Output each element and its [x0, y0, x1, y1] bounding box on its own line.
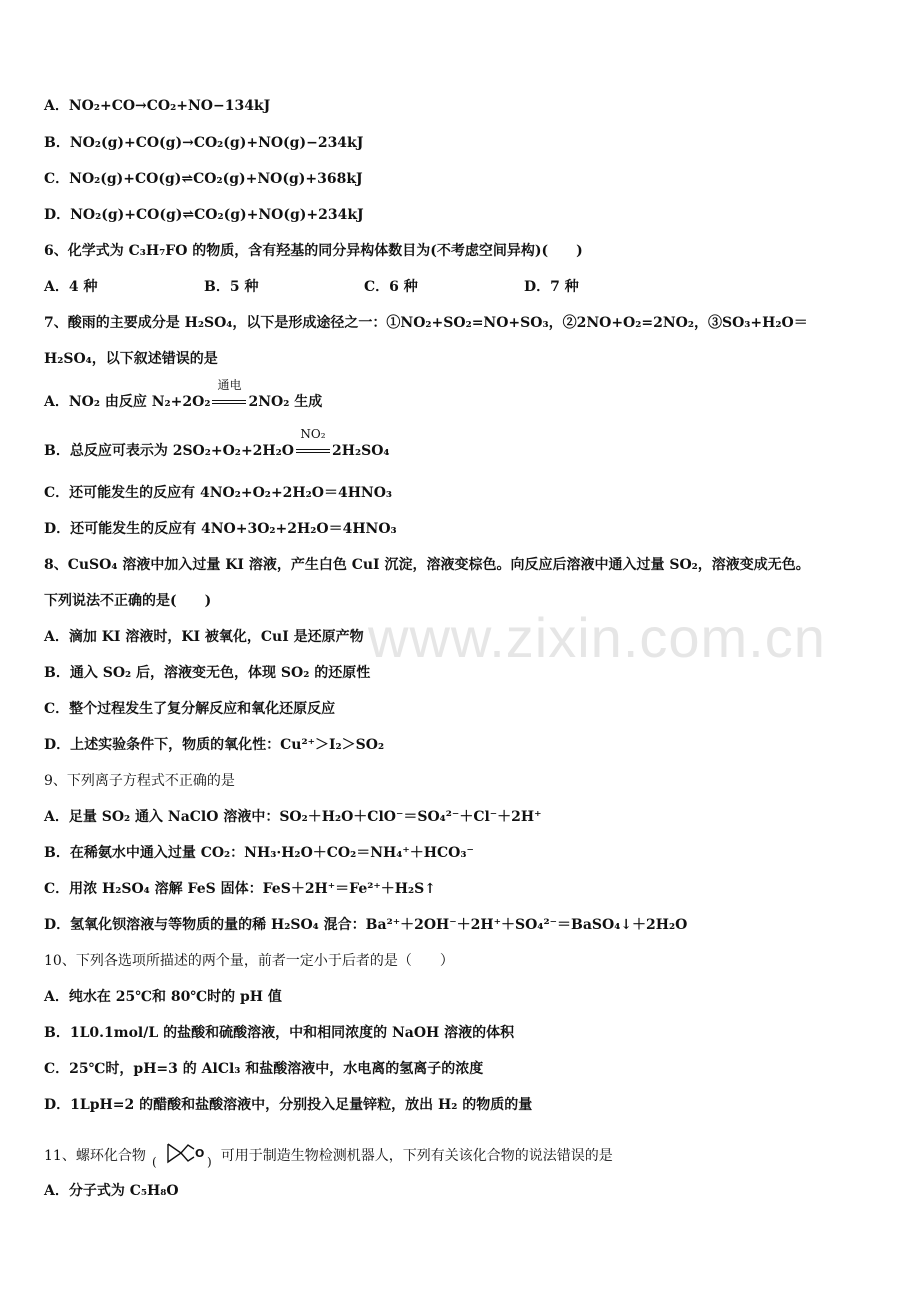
q7-option-a-post: 2NO₂ 生成 [248, 394, 323, 410]
q10-option-a: A．纯水在 25℃和 80℃时的 pH 值 [44, 989, 282, 1005]
svg-text:(: ( [152, 1155, 157, 1168]
q10-option-d: D．1LpH=2 的醋酸和盐酸溶液中，分别投入足量锌粒，放出 H₂ 的物质的量 [44, 1097, 533, 1113]
q8-option-d: D．上述实验条件下，物质的氧化性：Cu²⁺＞I₂＞SO₂ [44, 737, 385, 753]
q6-option-d: D．7 种 [524, 279, 579, 295]
q8-option-b: B．通入 SO₂ 后，溶液变无色，体现 SO₂ 的还原性 [44, 665, 371, 681]
q7-option-a-condition: 通电 [217, 378, 242, 392]
q10-option-c: C．25℃时，pH=3 的 AlCl₃ 和盐酸溶液中，水电离的氢离子的浓度 [44, 1061, 484, 1077]
q9-stem: 9、下列离子方程式不正确的是 [44, 773, 235, 789]
q7-option-b-condition: NO₂ [300, 427, 326, 441]
q11-stem-post: 可用于制造生物检测机器人，下列有关该化合物的说法错误的是 [220, 1148, 613, 1164]
q11-stem [44, 1138, 613, 1174]
q11-option-a: A．分子式为 C₅H₈O [44, 1183, 179, 1199]
q6-options [44, 277, 579, 297]
q6-option-b: B．5 种 [204, 279, 259, 295]
q8-stem-line1: 8、CuSO₄ 溶液中加入过量 KI 溶液，产生白色 CuI 沉淀，溶液变棕色。向反应后溶液中通入过量 SO₂，溶液变成无色。 [44, 557, 810, 573]
q7-option-a [44, 378, 323, 412]
equals-bar [212, 400, 246, 404]
q8-option-a: A．滴加 KI 溶液时，KI 被氧化，CuI 是还原产物 [44, 629, 364, 645]
q11-stem-pre: 11、螺环化合物 [44, 1148, 146, 1164]
q7-stem-line1: 7、酸雨的主要成分是 H₂SO₄，以下是形成途径之一：①NO₂+SO₂=NO+SO₃，②2NO+O₂=2NO₂，③SO₃+H₂O＝ [44, 315, 808, 331]
q7-option-b-arrow [294, 427, 332, 461]
q9-option-a: A．足量 SO₂ 通入 NaClO 溶液中：SO₂＋H₂O＋ClO⁻＝SO₄²⁻＋Cl⁻＋2H⁺ [44, 809, 542, 825]
q9-option-b: B．在稀氨水中通入过量 CO₂：NH₃·H₂O＋CO₂＝NH₄⁺＋HCO₃⁻ [44, 845, 474, 861]
q5-option-c: C．NO₂(g)+CO(g)⇌CO₂(g)+NO(g)+368kJ [44, 171, 363, 187]
svg-text:): ) [207, 1155, 212, 1168]
q9-option-c: C．用浓 H₂SO₄ 溶解 FeS 固体：FeS＋2H⁺＝Fe²⁺＋H₂S↑ [44, 881, 436, 897]
q10-stem: 10、下列各选项所描述的两个量，前者一定小于后者的是（ ） [44, 953, 454, 969]
spiro-compound-structure [152, 1138, 214, 1174]
q6-stem: 6、化学式为 C₃H₇FO 的物质，含有羟基的同分异构体数目为(不考虑空间异构)( ) [44, 243, 583, 259]
q8-option-c: C．整个过程发生了复分解反应和氧化还原反应 [44, 701, 336, 717]
q6-option-c: C．6 种 [364, 279, 418, 295]
q7-option-a-pre: A．NO₂ 由反应 N₂+2O₂ [44, 394, 211, 410]
q7-option-b [44, 427, 390, 461]
q5-option-b: B．NO₂(g)+CO(g)→CO₂(g)+NO(g)−234kJ [44, 135, 364, 151]
q6-option-a: A．4 种 [44, 279, 98, 295]
q8-stem-line2: 下列说法不正确的是( ) [44, 593, 212, 609]
q7-stem-line2: H₂SO₄，以下叙述错误的是 [44, 351, 218, 367]
equals-bar [296, 449, 330, 453]
watermark: www.zixin.com.cn [368, 606, 826, 669]
q10-option-b: B．1L0.1mol/L 的盐酸和硫酸溶液，中和相同浓度的 NaOH 溶液的体积 [44, 1025, 515, 1041]
molecule-oxygen-label: O [195, 1147, 205, 1160]
q7-option-c: C．还可能发生的反应有 4NO₂+O₂+2H₂O＝4HNO₃ [44, 485, 393, 501]
q7-option-d: D．还可能发生的反应有 4NO+3O₂+2H₂O＝4HNO₃ [44, 521, 397, 537]
q5-option-a: A．NO₂+CO→CO₂+NO−134kJ [44, 98, 271, 114]
q7-option-b-post: 2H₂SO₄ [331, 443, 390, 459]
q7-option-a-arrow [210, 378, 248, 412]
q5-option-d: D．NO₂(g)+CO(g)⇌CO₂(g)+NO(g)+234kJ [44, 207, 364, 223]
q7-option-b-pre: B．总反应可表示为 2SO₂+O₂+2H₂O [44, 443, 294, 459]
q9-option-d: D．氢氧化钡溶液与等物质的量的稀 H₂SO₄ 混合：Ba²⁺＋2OH⁻＋2H⁺＋SO₄²⁻＝BaSO₄↓＋2H₂O [44, 917, 688, 933]
